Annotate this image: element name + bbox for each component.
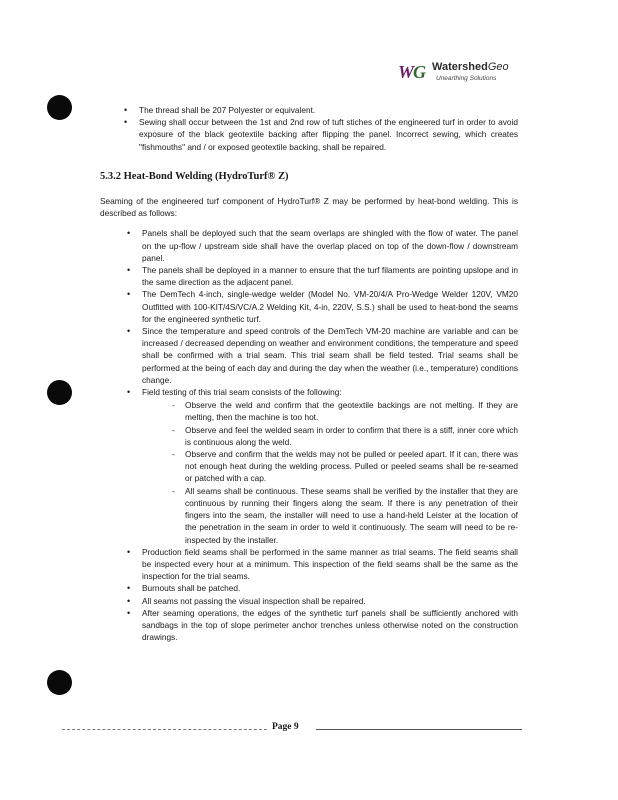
binder-hole-middle bbox=[47, 380, 72, 405]
document-body bbox=[100, 104, 518, 643]
binder-hole-top bbox=[47, 95, 72, 120]
list-item: • The DemTech 4-inch, single-wedge welder (Model No. VM-20/4/A Pro-Wedge Welder 120V, VM20 Outfitted with 100-KIT/4S/VC/A.2 Welding Kit, 4-in, 220V, S.S.) shall be used to heat-bond the seams for the engineered synthetic turf. bbox=[121, 288, 518, 325]
sub-list-item: - Observe the weld and confirm that the geotextile backings are not melting. If they are melting, then the machine is too hot. bbox=[172, 399, 518, 423]
binder-hole-bottom bbox=[47, 670, 72, 695]
list-item: • After seaming operations, the edges of the synthetic turf panels shall be sufficiently anchored with sandbags in the top of slope perimeter anchor trenches unless otherwise noted on the construction drawings. bbox=[121, 607, 518, 644]
sewing-requirements-list bbox=[100, 104, 518, 153]
heat-bond-requirements-list bbox=[100, 227, 518, 643]
page-footer bbox=[62, 722, 522, 736]
list-item: • Since the temperature and speed controls of the DemTech VM-20 machine are variable and can be increased / decreased depending on weather and environment conditions, the temperature and speed shall be confirmed with a trial seam. This trial seam shall be field tested. Trial seams shall be performed at the being of each day and during the day when the weather (i.e., temperature) conditions change. bbox=[121, 325, 518, 386]
list-item-field-testing bbox=[121, 386, 518, 546]
sub-list-item: - All seams shall be continuous. These seams shall be verified by the installer that they are continuous by running their fingers along the seam. If there is any penetration of their fingers into the seam, the installer will need to use a hand-held Leister at the location of the penetration in the seam in order to weld it continuously. The seam will need to be re-inspected by the installer. bbox=[172, 485, 518, 546]
company-logo bbox=[398, 60, 520, 86]
list-item-label: Field testing of this trial seam consists of the following: bbox=[142, 387, 342, 398]
list-item: • All seams not passing the visual inspection shall be repaired. bbox=[121, 595, 518, 607]
section-heading: 5.3.2 Heat-Bond Welding (HydroTurf® Z) bbox=[100, 170, 289, 182]
list-item: • The panels shall be deployed in a manner to ensure that the turf filaments are pointing upslope and in the same direction as the adjacent panel. bbox=[121, 264, 518, 288]
sub-list-item: - Observe and feel the welded seam in order to confirm that there is a stiff, inner core which is continuous along the weld. bbox=[172, 424, 518, 448]
section-intro: Seaming of the engineered turf component of HydroTurf® Z may be performed by heat-bond welding. This is described as follows: bbox=[100, 196, 518, 219]
list-item: • The thread shall be 207 Polyester or equivalent. bbox=[118, 104, 518, 116]
company-tagline: Unearthing Solutions bbox=[436, 75, 497, 82]
list-item: • Sewing shall occur between the 1st and 2nd row of tuft stiches of the engineered turf in order to avoid exposure of the black geotextile backing after flipping the panel. Incorrect sewing, which creates "fishmouths" and / or exposed geotextile backing, shall be repaired. bbox=[118, 116, 518, 153]
footer-rule-right bbox=[316, 729, 522, 730]
list-item: • Production field seams shall be performed in the same manner as trial seams. The field seams shall be inspected every hour at a minimum. This inspection of the field seams shall be the same as the inspection for the trial seams. bbox=[121, 546, 518, 583]
field-testing-steps bbox=[142, 399, 518, 545]
list-item: • Panels shall be deployed such that the seam overlaps are shingled with the flow of water. The panel on the up-flow / upstream side shall have the overlap placed on top of the down-flow / downstream panel. bbox=[121, 227, 518, 264]
company-name: WatershedGeo bbox=[432, 61, 509, 73]
list-item: • Burnouts shall be patched. bbox=[121, 582, 518, 594]
sub-list-item: - Observe and confirm that the welds may not be pulled or peeled apart. If it can, there was not enough heat during the welding process. Pulled or peeled seams shall be re-seamed or patched with a cap. bbox=[172, 448, 518, 485]
footer-rule-left bbox=[62, 729, 267, 730]
page-number: Page 9 bbox=[272, 722, 299, 732]
logo-mark-icon: WG bbox=[398, 62, 426, 82]
